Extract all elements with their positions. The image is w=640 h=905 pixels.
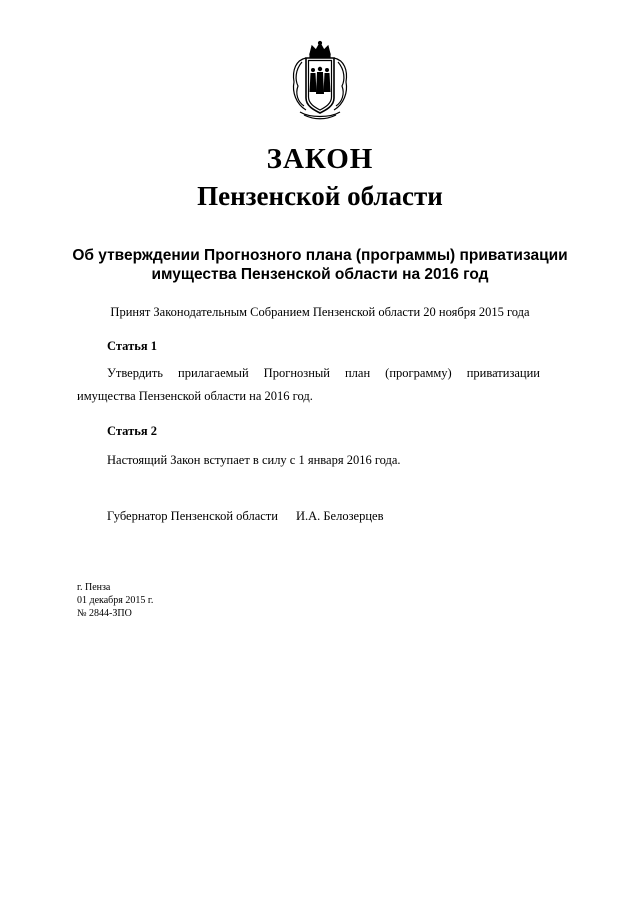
law-heading-line-1: Об утверждении Прогнозного плана (программы) приватизации [72, 247, 568, 264]
signatory-name: И.А. Белозерцев [295, 509, 384, 523]
article-1-text-content: Утвердить прилагаемый Прогнозный план (программу) приватизации имущества Пензенской области на 2016 год. [77, 366, 540, 403]
article-2-text-content: Настоящий Закон вступает в силу с 1 января 2016 года. [107, 453, 401, 467]
article-1-text [77, 362, 540, 408]
footer-number: № 2844-ЗПО [77, 608, 132, 619]
law-heading [60, 246, 580, 284]
signatory-position: Губернатор Пензенской области [107, 509, 278, 523]
footer-city: г. Пенза [77, 582, 111, 593]
article-2-title: Статья 2 [107, 424, 157, 438]
footer-date: 01 декабря 2015 г. [77, 595, 154, 606]
document-footer [77, 581, 153, 620]
article-1-title: Статья 1 [107, 339, 157, 353]
adoption-note: Принят Законодательным Собранием Пензенской области 20 ноября 2015 года [110, 305, 530, 319]
document-title: ЗАКОН [266, 143, 374, 175]
law-heading-line-2: имущества Пензенской области на 2016 год [151, 266, 489, 283]
document-subtitle: Пензенской области [197, 181, 443, 211]
article-2-text [77, 449, 540, 472]
signature-block [107, 508, 383, 524]
coat-of-arms-icon [286, 40, 354, 120]
